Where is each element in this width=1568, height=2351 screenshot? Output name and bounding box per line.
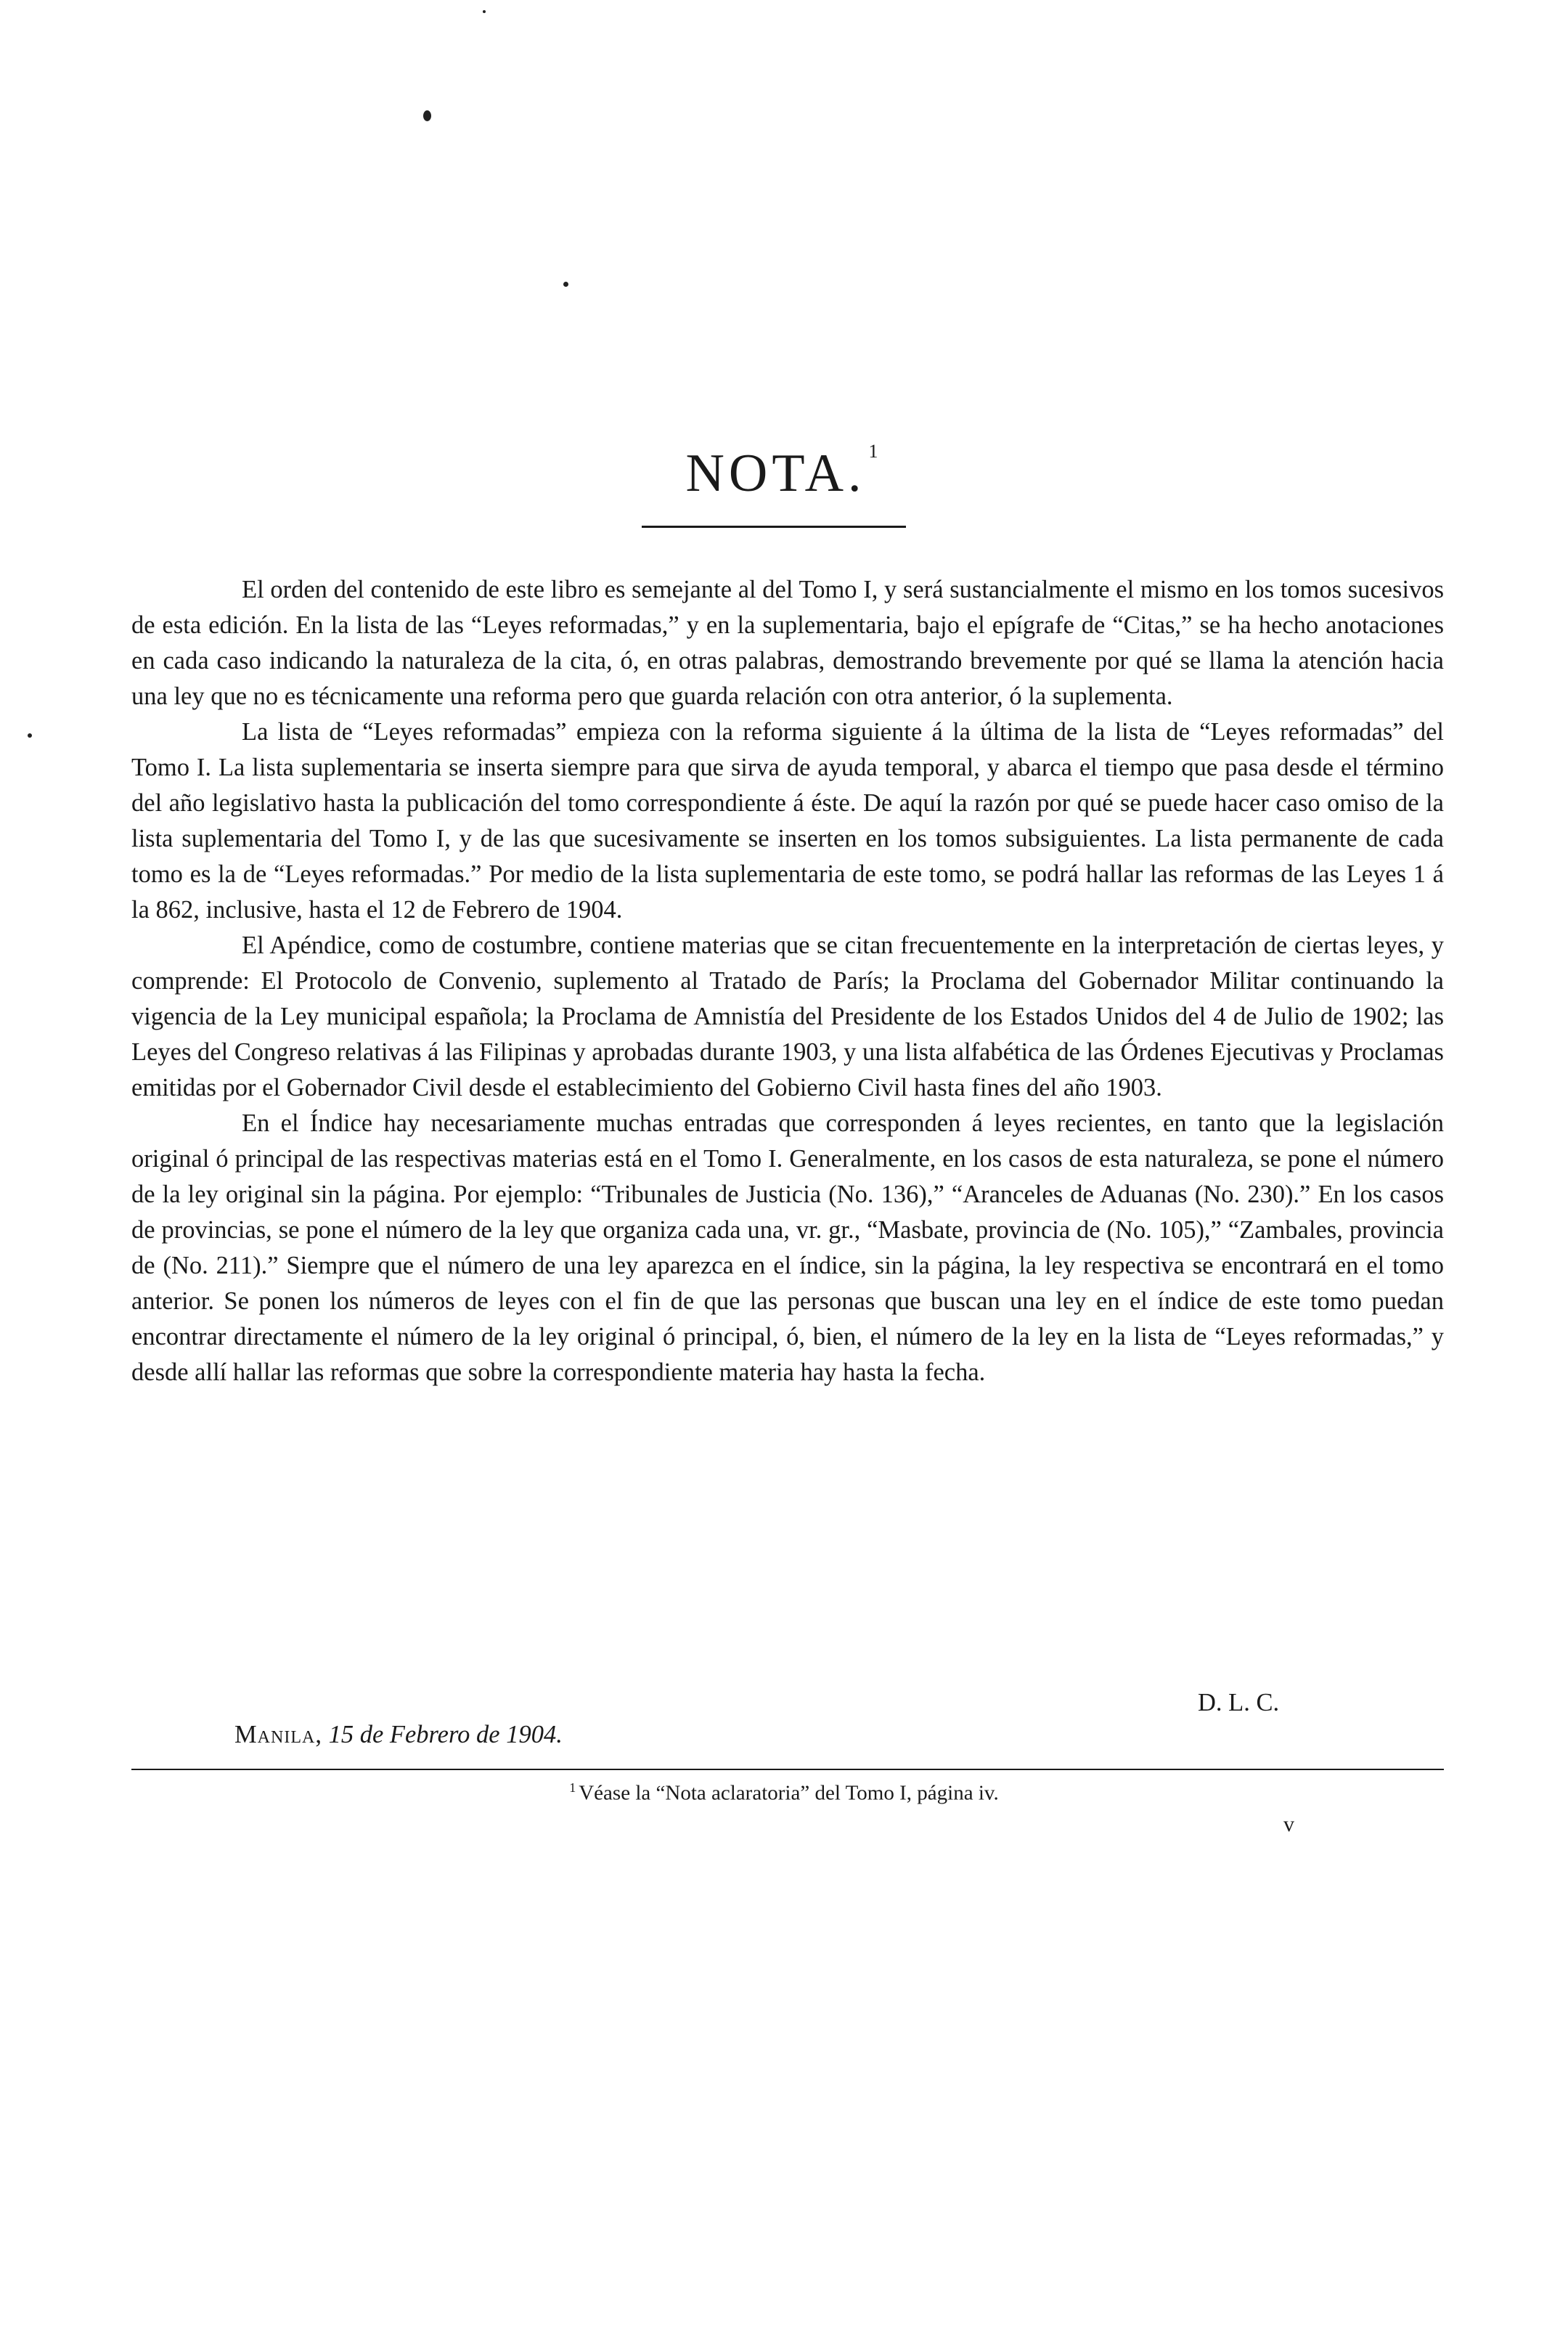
footnote	[0, 1780, 1568, 1806]
paragraph: El Apéndice, como de costumbre, contiene materias que se citan frecuentemente en la interpretación de ciertas leyes, y comprende: El Protocolo de Convenio, suplemento al Tratado de París; la Proclama del Gobernador Militar continuando la vigencia de la Ley municipal española; la Proclama de Amnistía del Presidente de los Estados Unidos del 4 de Julio de 1902; las Leyes del Congreso relativas á las Filipinas y aprobadas durante 1903, y una lista alfabética de las Órdenes Ejecutivas y Proclamas emitidas por el Gobernador Civil desde el establecimiento del Gobierno Civil hasta fines del año 1903.	[131, 932, 1444, 1101]
place-date-line	[234, 1721, 563, 1749]
page-title-text: NOTA.	[685, 444, 866, 503]
signature-initials: D. L. C.	[1198, 1689, 1280, 1716]
ink-speck	[483, 10, 486, 13]
paragraph: En el Índice hay necesariamente muchas entradas que corresponden á leyes recientes, en tanto que la legislación original ó principal de las respectivas materias está en el Tomo I. Generalmente, en los casos de esta naturaleza, se pone el número de la ley original sin la página. Por ejemplo: “Tribunales de Justicia (No. 136),” “Aranceles de Aduanas (No. 230).” En los casos de provincias, se pone el número de la ley que organiza cada una, vr. gr., “Masbate, provincia de (No. 105),” “Zambales, provincia de (No. 211).” Siempre que el número de una ley aparezca en el índice, sin la página, la ley respectiva se encontrará en el tomo anterior. Se ponen los números de leyes con el fin de que las personas que buscan una ley en el índice de este tomo puedan encontrar directamente el número de la ley original ó principal, ó, bien, el número de la ley en la lista de “Leyes reformadas,” y desde allí hallar las reformas que sobre la correspondiente materia hay hasta la fecha.	[131, 1109, 1444, 1386]
ink-speck	[423, 110, 431, 121]
title-block	[0, 443, 1568, 505]
footnote-rule	[131, 1769, 1444, 1770]
body-text	[131, 572, 1444, 1390]
title-footnote-mark: 1	[868, 441, 883, 463]
paragraph: La lista de “Leyes reformadas” empieza con la reforma siguiente á la última de la lista de “Leyes reformadas” del Tomo I. La lista suplementaria se inserta siempre para que sirva de ayuda temporal, y abarca el tiempo que pasa desde el término del año legislativo hasta la publicación del tomo correspondiente á éste. De aquí la razón por qué se puede hacer caso omiso de la lista suplementaria del Tomo I, y de las que sucesivamente se inserten en los tomos subsiguientes. La lista permanente de cada tomo es la de “Leyes reformadas.” Por medio de la lista suplementaria de este tomo, se podrá hallar las reformas de las Leyes 1 á la 862, inclusive, hasta el 12 de Febrero de 1904.	[131, 718, 1444, 924]
footnote-text: Véase la “Nota aclaratoria” del Tomo I, página iv.	[579, 1781, 999, 1805]
place: Manila,	[234, 1721, 322, 1748]
page-number: v	[1283, 1812, 1294, 1836]
paragraph: El orden del contenido de este libro es semejante al del Tomo I, y será sustancialmente el mismo en los tomos sucesivos de esta edición. En la lista de las “Leyes reformadas,” y en la suplementaria, bajo el epígrafe de “Citas,” se ha hecho anotaciones en cada caso indicando la naturaleza de la cita, ó, en otras palabras, demostrando brevemente por qué se llama la atención hacia una ley que no es técnicamente una reforma pero que guarda relación con otra anterior, ó la suplementa.	[131, 576, 1444, 710]
ink-speck	[28, 733, 32, 738]
ink-speck	[563, 282, 568, 287]
page-title	[685, 443, 882, 505]
title-rule	[642, 526, 906, 528]
date: 15 de Febrero de 1904.	[328, 1721, 563, 1748]
footnote-mark: 1	[569, 1780, 576, 1795]
